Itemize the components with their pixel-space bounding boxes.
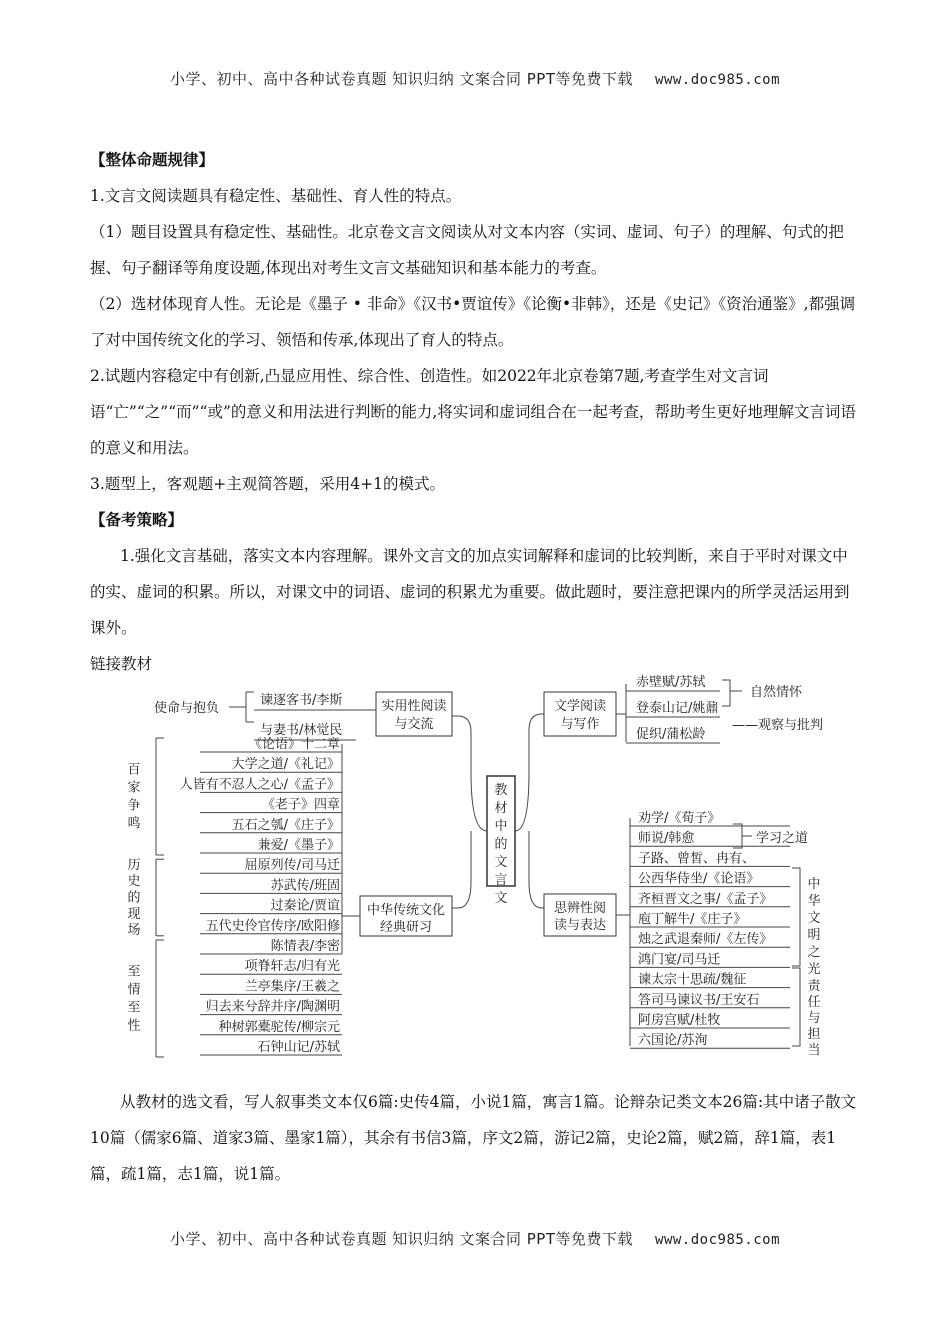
mission-group-label: 使命与抱负 [154,701,220,716]
critical-item: 谏太宗十思疏/魏征 [638,972,747,988]
header-url[interactable]: www.doc985.com [655,72,781,88]
classic-group-label: 历史的现场 [127,857,141,939]
literary-tag-nature: 自然情怀 [750,685,803,700]
connector-path [452,716,487,831]
textbook-mindmap [127,672,830,1058]
section-title-strategy: 【备考策略】 [90,511,184,529]
rules-paragraph-4: 2.试题内容稳定中有创新,凸显应用性、综合性、创造性。如2022年北京卷第7题,考查学生对文言词语“亡”“之”“而”“或”的意义和用法进行判断的能力,将实词和虚词组合在一起考查，帮助考生更好地理解文言词语的意义和用法。 [90,367,856,457]
link-textbook-label: 链接教材 [90,655,153,673]
strategy-paragraph-1: 1.强化文言基础，落实文本内容理解。课外文言文的加点实词解释和虚词的比较判断，来自于平时对课文中的实、虚词的积累。所以，对课文中的词语、虚词的积累尤为重要。做此题时，要注意把课内的所学灵活运用到课外。 [90,547,850,637]
classic-item: 项脊轩志/归有光 [244,959,340,975]
critical-item: 答司马谏议书/王安石 [638,992,760,1008]
critical-tag-responsibility: 责任与担当 [807,979,821,1058]
critical-reading-label-1: 思辨性阅 [553,901,607,916]
classic-item: 陈情表/李密 [270,939,340,954]
section-title-rules: 【整体命题规律】 [90,151,215,169]
page-footer [0,1228,950,1249]
classic-item: 兰亭集序/王羲之 [244,979,340,995]
rules-paragraph-2: （1）题目设置具有稳定性、基础性。北京卷文言文阅读从对文本内容（实词、虚词、句子）的理解、句式的把握、句子翻译等角度设题,体现出对考生文言文基础知识和基本能力的考查。 [90,223,844,277]
connector-path [722,680,730,706]
critical-item: 子路、曾皙、冉有、 [638,851,756,867]
connector-path [792,968,800,1046]
page-header [0,68,950,89]
rules-paragraph-5: 3.题型上，客观题+主观简答题，采用4+1的模式。 [90,475,445,493]
connector-path [515,714,544,831]
chinese-culture-label-1: 中华传统文化 [366,903,446,918]
classic-item: 种树郭橐驼传/柳宗元 [218,1019,340,1035]
footer-url[interactable]: www.doc985.com [655,1232,781,1248]
main-content [90,142,860,682]
classic-item: 人皆有不忍人之心/《孟子》 [179,777,340,793]
classic-item: 苏武传/班固 [270,878,340,894]
classic-item: 过秦论/贾谊 [270,898,340,914]
literary-item: 登泰山记/姚鼐 [636,701,719,716]
after-content [90,1084,860,1192]
classic-item: 《老子》四章 [261,797,340,813]
critical-item: 师说/韩愈 [638,831,695,847]
rules-paragraph-3: （2）选材体现育人性。无论是《墨子 • 非命》《汉书•贾谊传》《论衡•非韩》，还是《史记》《资治通鉴》,都强调了对中国传统文化的学习、领悟和传承,体现出了育人的特点。 [90,295,856,349]
practical-item: 与妻书/林觉民 [260,723,343,738]
practical-reading-label-1: 实用性阅读 [381,699,447,714]
critical-item: 烛之武退秦师/《左传》 [638,932,773,948]
classic-item: 兼爱/《墨子》 [257,838,340,853]
classic-item: 《论语》十二章 [248,737,340,752]
classic-item: 石钟山记/苏轼 [257,1040,340,1055]
footer-text: 小学、初中、高中各种试卷真题 知识归纳 文案合同 PPT等免费下载 [169,1230,634,1248]
critical-tag-civilization: 中华文明之光 [807,877,821,977]
classic-group-label: 百家争鸣 [127,762,141,832]
classic-item: 五石之瓠/《庄子》 [231,817,340,833]
critical-item: 公西华侍坐/《论语》 [638,871,760,887]
rules-paragraph-1: 1.文言文阅读题具有稳定性、基础性、育人性的特点。 [90,187,462,205]
classic-item: 五代史伶官传序/欧阳修 [205,918,340,934]
critical-item: 阿房宫赋/杜牧 [638,1013,721,1028]
literary-reading-label-1: 文学阅读 [553,699,607,714]
classic-group-label: 至情至性 [127,964,141,1034]
connector-path [733,824,742,848]
summary-paragraph: 从教材的选文看，写人叙事类文本仅6篇:史传4篇，小说1篇，寓言1篇。论辩杂记类文本26篇:其中诸子散文10篇（儒家6篇、道家3篇、墨家1篇），其余有书信3篇，序文2篇，游记2篇，史论2篇，赋2篇，辞1篇，表1篇，疏1篇，志1篇，说1篇。 [90,1093,857,1183]
literary-reading-label-2: 与写作 [560,717,600,732]
critical-item: 六国论/苏洵 [638,1033,708,1049]
classic-item: 大学之道/《礼记》 [231,757,340,773]
critical-item: 鸿门宴/司马迁 [638,952,721,968]
connector-path [792,868,800,966]
classic-item: 归去来兮辞并序/陶渊明 [205,999,340,1015]
connector-path [452,831,471,908]
critical-item: 齐桓晋文之事/《孟子》 [638,891,773,907]
practical-item: 谏逐客书/李斯 [260,693,343,708]
classic-item: 屈原列传/司马迁 [244,858,340,874]
literary-item: 促织/蒲松龄 [636,727,706,742]
center-node-label: 教材中的文言文 [494,783,508,906]
critical-item: 劝学/《荀子》 [638,811,721,826]
practical-reading-label-2: 与交流 [394,717,434,732]
connector-path [529,831,544,908]
critical-item: 庖丁解牛/《庄子》 [638,912,747,927]
critical-reading-label-2: 读与表达 [553,918,607,933]
header-text: 小学、初中、高中各种试卷真题 知识归纳 文案合同 PPT等免费下载 [169,70,634,88]
literary-item: 赤壁赋/苏轼 [636,675,706,690]
literary-tag-critique: ——观察与批判 [732,718,824,733]
chinese-culture-label-2: 经典研习 [379,920,433,935]
critical-tag-learning: 学习之道 [756,831,809,846]
